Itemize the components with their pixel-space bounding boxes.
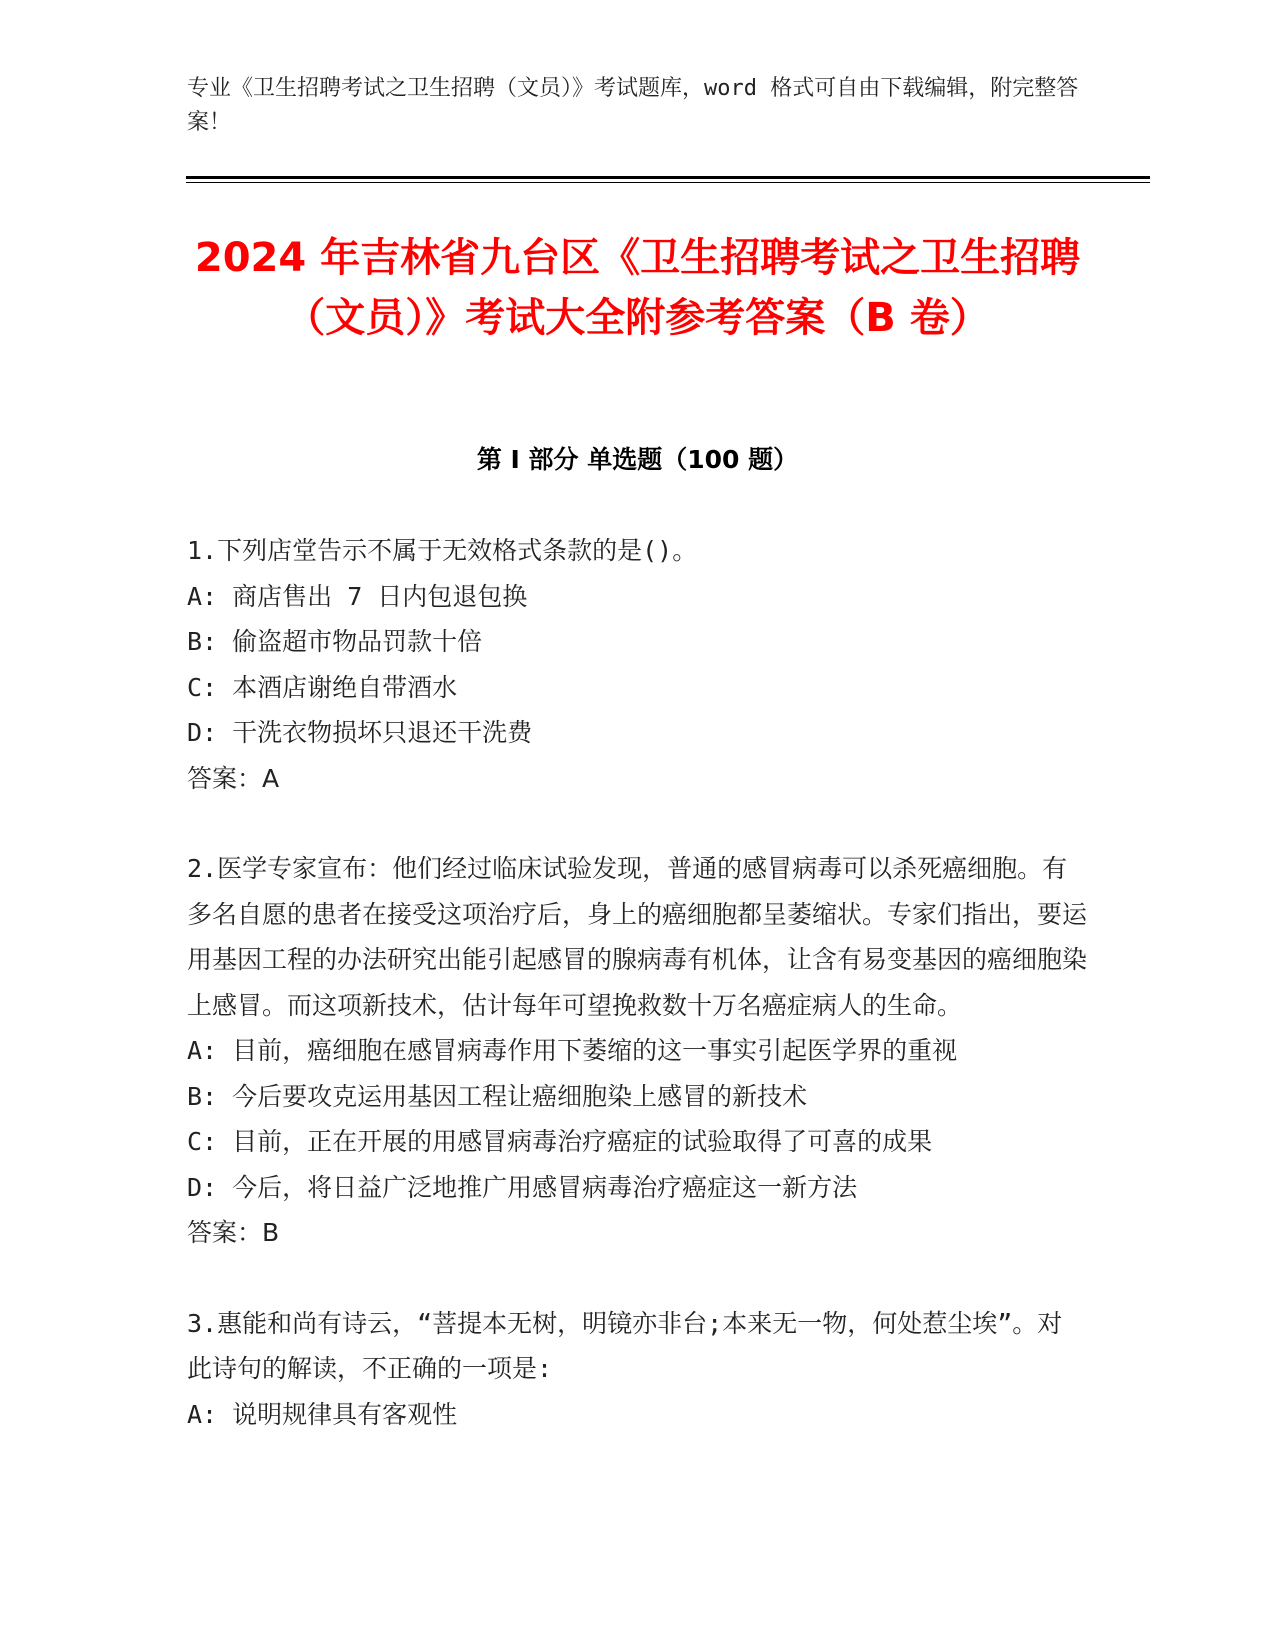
question-list — [187, 528, 1087, 1482]
document-title: 2024 年吉林省九台区《卫生招聘考试之卫生招聘（文员）》考试大全附参考答案（B 卷） — [194, 235, 1081, 341]
question-stem: 2.医学专家宣布：他们经过临床试验发现，普通的感冒病毒可以杀死癌细胞。有多名自愿的患者在接受这项治疗后，身上的癌细胞都呈萎缩状。专家们指出，要运用基因工程的办法研究出能引起感冒的腺病毒有机体，让含有易变基因的癌细胞染上感冒。而这项新技术，估计每年可望挽救数十万名癌症病人的生命。 — [187, 854, 1088, 1020]
section-title: 第 I 部分 单选题（100 题） — [476, 445, 799, 474]
option-a: A: 目前，癌细胞在感冒病毒作用下萎缩的这一事实引起医学界的重视 — [187, 1036, 958, 1065]
option-d: D: 今后，将日益广泛地推广用感冒病毒治疗癌症这一新方法 — [187, 1172, 858, 1202]
option-b: B: 今后要攻克运用基因工程让癌细胞染上感冒的新技术 — [187, 1081, 808, 1111]
option-b: B: 偷盗超市物品罚款十倍 — [187, 627, 483, 656]
option-c: C: 本酒店谢绝自带酒水 — [187, 672, 458, 702]
header-rule-thick — [186, 176, 1150, 179]
question-2 — [187, 846, 1087, 1256]
question-1 — [187, 528, 1087, 801]
answer-line: 答案：A — [187, 763, 280, 793]
question-stem: 1.下列店堂告示不属于无效格式条款的是()。 — [187, 536, 698, 565]
question-stem: 3.惠能和尚有诗云，“菩提本无树，明镜亦非台;本来无一物，何处惹尘埃”。对此诗句的解读，不正确的一项是: — [187, 1308, 1063, 1383]
answer-line: 答案：B — [187, 1218, 280, 1247]
option-a: A: 商店售出 7 日内包退包换 — [187, 581, 528, 611]
option-a: A: 说明规律具有客观性 — [187, 1399, 458, 1429]
option-c: C: 目前，正在开展的用感冒病毒治疗癌症的试验取得了可喜的成果 — [187, 1127, 933, 1156]
header-rule-thin — [186, 182, 1150, 183]
header-note: 专业《卫生招聘考试之卫生招聘（文员）》考试题库，word 格式可自由下载编辑，附完整答案！ — [187, 76, 1079, 135]
question-3 — [187, 1301, 1087, 1438]
option-d: D: 干洗衣物损坏只退还干洗费 — [187, 718, 533, 747]
